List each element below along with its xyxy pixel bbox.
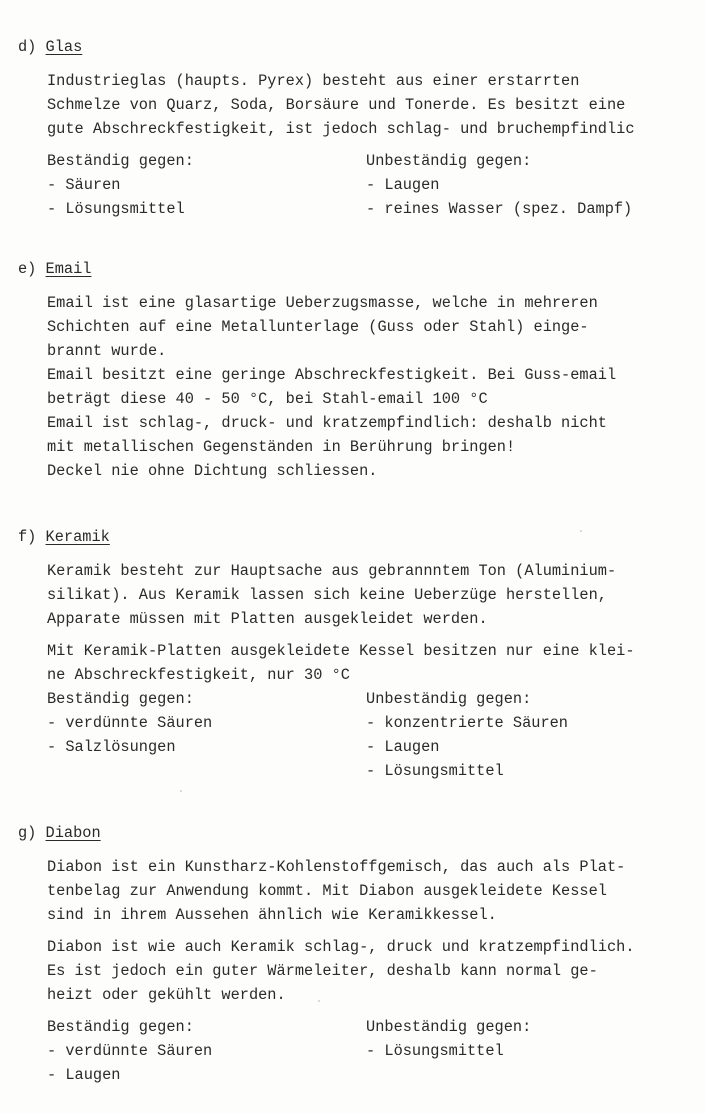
text-line: beträgt diese 40 - 50 °C, bei Stahl-email 100 °C [47,390,488,408]
text-line: tenbelag zur Anwendung kommt. Mit Diabon ausgekleidete Kessel [47,882,607,900]
nonresistant-column [366,1015,705,1087]
section-title: Keramik [45,528,110,546]
resistant-column [47,687,366,783]
nonresistant-heading: Unbeständig gegen: [366,690,532,708]
nonresistant-item: - Laugen [366,176,440,194]
paper-speck [580,530,582,532]
section-title: Email [45,260,92,278]
resistant-item: - verdünnte Säuren [47,1042,213,1060]
section-body [47,559,705,783]
nonresistant-item: - Lösungsmittel [366,1042,504,1060]
text-line: ne Abschreckfestigkeit, nur 30 °C [47,666,350,684]
text-line: Email ist eine glasartige Ueberzugsmasse, welche in mehreren [47,294,598,312]
nonresistant-heading: Unbeständig gegen: [366,152,532,170]
resistant-item: - Salzlösungen [47,738,176,756]
text-line: Email besitzt eine geringe Abschreckfestigkeit. Bei Guss-email [47,366,617,384]
resistant-item: - verdünnte Säuren [47,714,213,732]
text-line: Diabon ist ein Kunstharz-Kohlenstoffgemisch, das auch als Plat- [47,858,626,876]
text-line: Schichten auf eine Metallunterlage (Guss oder Stahl) einge- [47,318,589,336]
nonresistant-column [366,687,705,783]
resistance-table [47,687,705,783]
section-letter: d) [18,38,37,56]
section-diabon [18,821,705,1087]
paper-speck [180,790,182,792]
text-line: mit metallischen Gegenständen in Berührung bringen! [47,438,516,456]
section-heading [18,821,705,845]
text-line: Apparate müssen mit Platten ausgekleidet werden. [47,610,488,628]
nonresistant-heading: Unbeständig gegen: [366,1018,532,1036]
text-line: heizt oder gekühlt werden. [47,986,286,1004]
resistant-item: - Laugen [47,1066,121,1084]
text-line: Schmelze von Quarz, Soda, Borsäure und Tonerde. Es besitzt eine [47,96,626,114]
resistant-column [47,149,366,221]
nonresistant-column [366,149,705,221]
section-body [47,69,705,221]
nonresistant-item: - reines Wasser (spez. Dampf) [366,200,633,218]
resistant-item: - Lösungsmittel [47,200,185,218]
section-letter: g) [18,824,37,842]
section-keramik [18,525,705,783]
section-letter: f) [18,528,37,546]
text-line: brannt wurde. [47,342,167,360]
resistance-table [47,149,705,221]
section-body [47,291,705,483]
text-line: Industrieglas (haupts. Pyrex) besteht aus einer erstarrten [47,72,580,90]
resistant-heading: Beständig gegen: [47,690,194,708]
text-line: Es ist jedoch ein guter Wärmeleiter, deshalb kann normal ge- [47,962,598,980]
nonresistant-item: - Laugen [366,738,440,756]
text-line: Diabon ist wie auch Keramik schlag-, druck und kratzempfindlich. [47,938,635,956]
section-glas [18,35,705,221]
text-line: silikat). Aus Keramik lassen sich keine Ueberzüge herstellen, [47,586,607,604]
nonresistant-item: - konzentrierte Säuren [366,714,568,732]
section-body [47,855,705,1087]
text-line: Deckel nie ohne Dichtung schliessen. [47,462,378,480]
text-line: Keramik besteht zur Hauptsache aus gebrannntem Ton (Aluminium- [47,562,617,580]
paper-speck [318,1000,320,1002]
nonresistant-item: - Lösungsmittel [366,762,504,780]
section-heading [18,257,705,281]
section-heading [18,525,705,549]
section-heading [18,35,705,59]
section-title: Glas [45,38,83,56]
resistance-table [47,1015,705,1087]
section-title: Diabon [45,824,101,842]
text-line: Mit Keramik-Platten ausgekleidete Kessel besitzen nur eine klei- [47,642,635,660]
resistant-heading: Beständig gegen: [47,152,194,170]
text-line: sind in ihrem Aussehen ähnlich wie Keramikkessel. [47,906,497,924]
resistant-item: - Säuren [47,176,121,194]
section-letter: e) [18,260,37,278]
text-line: gute Abschreckfestigkeit, ist jedoch schlag- und bruchempfindlic [47,120,635,138]
section-email [18,257,705,483]
resistant-column [47,1015,366,1087]
resistant-heading: Beständig gegen: [47,1018,194,1036]
text-line: Email ist schlag-, druck- und kratzempfindlich: deshalb nicht [47,414,607,432]
